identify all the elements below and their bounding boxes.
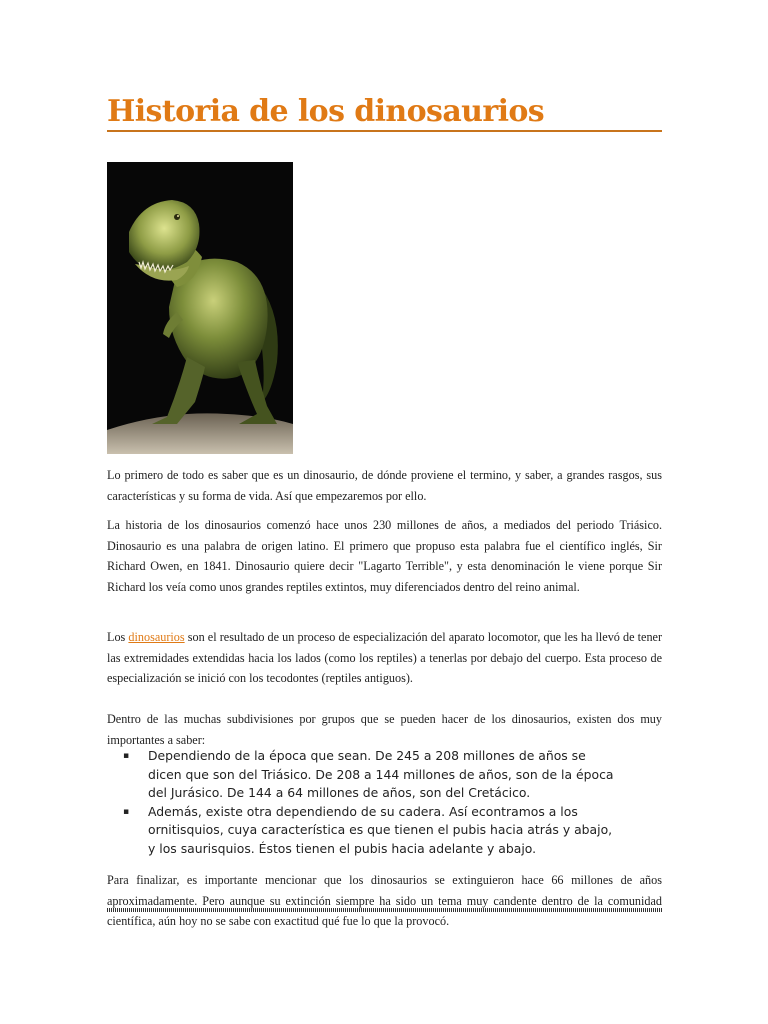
page-cut-line: [107, 908, 662, 912]
list-item: [123, 747, 623, 803]
title-underline: [107, 130, 662, 132]
paragraph-conclusion: Para finalizar, es importante mencionar que los dinosaurios se extinguieron hace 66 millones de años aproximadamente. Pero aunque su extinción siempre ha sido un tema muy candente dentro de la comunidad científica, aún hoy no se sabe con exactitud qué fue lo que la provocó.: [107, 873, 662, 928]
paragraph-history: La historia de los dinosaurios comenzó hace unos 230 millones de años, a mediados del periodo Triásico. Dinosaurio es una palabra de origen latino. El primero que propuso esta palabra fue el científico inglés, Sir Richard Owen, en 1841. Dinosaurio quiere decir "Lagarto Terrible", y esta denominación le viene porque Sir Richard los veía como unos grandes reptiles extintos, muy diferenciados dentro del reino animal.: [107, 518, 662, 594]
bullet-icon: ▪: [123, 806, 130, 817]
dinosaur-image: [107, 162, 293, 454]
paragraph-specialization: [107, 627, 662, 689]
paragraph-suffix: son el resultado de un proceso de especialización del aparato locomotor, que les ha llevó de tener las extremidades extendidas hacia los lados (como los reptiles) a tenerlas por debajo del cuerpo. Esta proceso de especialización se inició con los tecodontes (reptiles antiguos).: [107, 630, 663, 685]
paragraph-intro: Lo primero de todo es saber que es un dinosaurio, de dónde proviene el termino, y saber, a grandes rasgos, sus características y su forma de vida. Así que empezaremos por ello.: [107, 468, 662, 503]
dinosaurios-link[interactable]: dinosaurios: [128, 630, 185, 644]
subdivision-list: [123, 747, 623, 858]
bullet-icon: ▪: [123, 751, 130, 761]
list-item-text: Además, existe otra dependiendo de su cadera. Así econtramos a los ornitisquios, cuya característica es que tienen el pubis hacia atrás y abajo, y los saurisquios. Éstos tienen el pubis hacia adelante y abajo.: [148, 803, 613, 856]
paragraph-conclusion-clip: [0, 870, 768, 928]
page-title: Historia de los dinosaurios: [107, 94, 545, 129]
paragraph-subdivisions: Dentro de las muchas subdivisiones por grupos que se pueden hacer de los dinosaurios, existen dos muy importantes a saber:: [107, 712, 662, 747]
list-item: [123, 803, 623, 859]
list-item-text: Dependiendo de la época que sean. De 245 a 208 millones de años se dicen que son del Triásico. De 208 a 144 millones de años, son de la época del Jurásico. De 144 a 64 millones de años, son del Cretácico.: [148, 748, 614, 800]
paragraph-prefix: Los: [107, 630, 129, 644]
